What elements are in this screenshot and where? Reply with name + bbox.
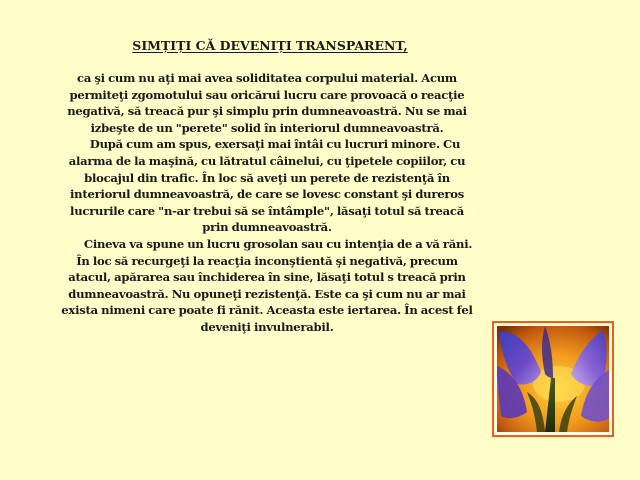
slide-title: SIMȚIȚI CĂ DEVENIȚI TRANSPARENT, [132, 38, 408, 53]
paragraph-2: După cum am spus, exersaţi mai întâi cu lucruri minore. Cu alarma de la maşină, cu lătratul câinelui, cu ţipetele copiilor, cu blocajul din trafic. În loc să aveţi un perete de rezistenţă în interiorul dumneavoastră, de care se lovesc constant şi dureros lucrurile care "n-ar trebui să se întâmple", lăsaţi totul să treacă prin dumneavoastră. [68, 137, 466, 235]
paragraph-1: ca şi cum nu aţi mai avea soliditatea corpului material. Acum permiteţi zgomotului sau oricărui lucru care provoacă o reacţie negativă, să treacă pur şi simplu prin dumneavoastră. Nu se mai izbeşte de un "perete" solid în interiorul dumneavoastră. [67, 71, 467, 135]
slide-body [58, 70, 476, 336]
paragraph-3: Cineva va spune un lucru grosolan sau cu intenţia de a vă răni. În loc să recurgeţi la reacţia inconştientă şi negativă, precum atacul, apărarea sau închiderea în sine, lăsaţi totul s treacă prin dumneavoastră. Nu opuneţi rezistenţă. Este ca şi cum nu ar mai exista nimeni care poate fi rănit. Aceasta este iertarea. În acest fel deveniţi invulnerabil. [61, 236, 473, 334]
photo-frame [492, 321, 614, 437]
iris-flower-photo [497, 326, 609, 432]
